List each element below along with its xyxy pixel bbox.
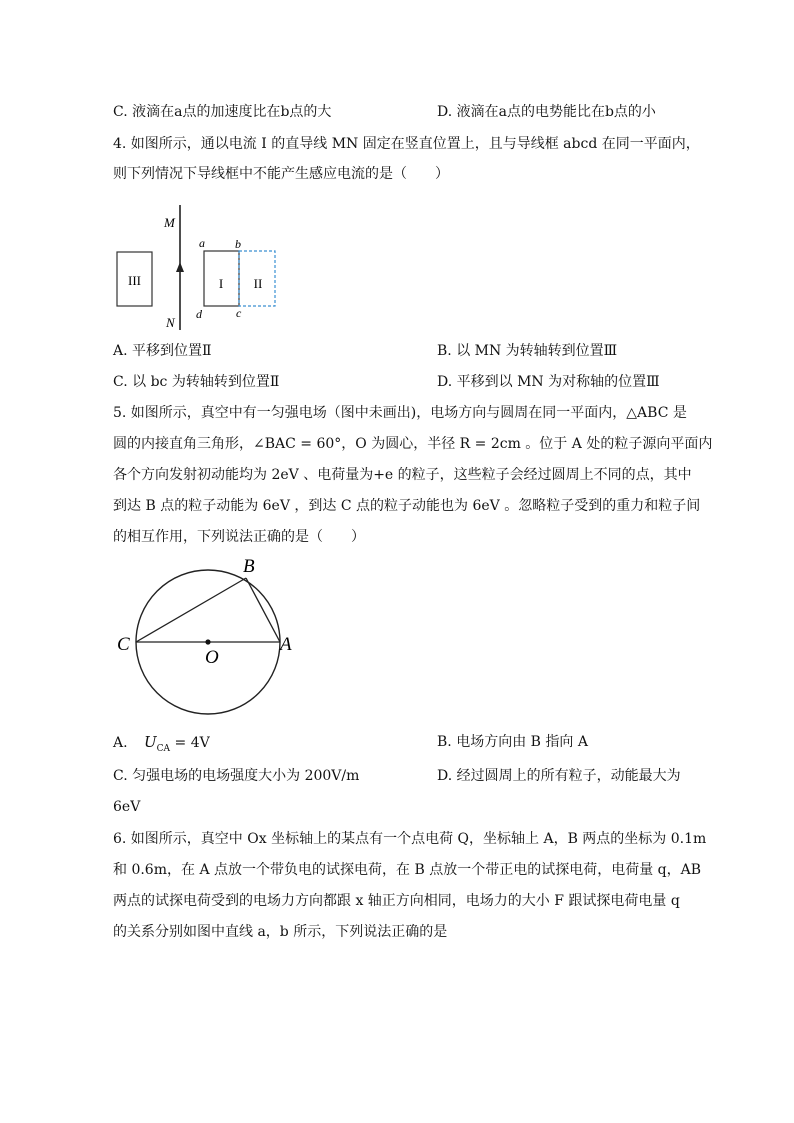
frame-ii-label: II bbox=[253, 276, 263, 291]
q5-stem-line5: 的相互作用，下列说法正确的是（ ） bbox=[113, 529, 365, 545]
current-arrow bbox=[176, 262, 184, 272]
q5-figure bbox=[112, 555, 302, 720]
chord-ba bbox=[246, 578, 280, 642]
frame-iii-label: III bbox=[128, 273, 141, 288]
center-dot bbox=[205, 639, 210, 644]
label-a: A bbox=[280, 634, 292, 655]
label-n: N bbox=[166, 315, 175, 330]
q4-option-a: A. 平移到位置Ⅱ bbox=[113, 343, 212, 359]
q5-stem-line1: 5. 如图所示，真空中有一匀强电场（图中未画出)，电场方向与圆周在同一平面内，△ABC 是 bbox=[113, 405, 687, 421]
q6-stem-line2: 和 0.6m，在 A 点放一个带负电的试探电荷，在 B 点放一个带正电的试探电荷，电荷量 q，AB bbox=[113, 862, 701, 878]
q5-option-a-subscript: CA bbox=[156, 744, 171, 754]
q5-stem-line3: 各个方向发射初动能均为 2eV 、电荷量为+e 的粒子，这些粒子会经过圆周上不同的点，其中 bbox=[113, 467, 692, 483]
q5-stem-line2: 圆的内接直角三角形，∠BAC = 60°，O 为圆心，半径 R = 2cm 。位于 A 处的粒子源向平面内 bbox=[113, 436, 713, 452]
q3-option-c: C. 液滴在a点的加速度比在b点的大 bbox=[113, 104, 332, 120]
label-o: O bbox=[205, 647, 219, 668]
q5-stem-line4: 到达 B 点的粒子动能为 6eV ，到达 C 点的粒子动能也为 6eV 。忽略粒子受到的重力和粒子间 bbox=[113, 498, 701, 514]
q5-option-a-symbol: U bbox=[144, 733, 157, 751]
label-c: c bbox=[236, 306, 242, 320]
label-b: B bbox=[243, 556, 255, 577]
q5-option-d: D. 经过圆周上的所有粒子，动能最大为 bbox=[437, 768, 681, 784]
q4-option-d: D. 平移到以 MN 为对称轴的位置Ⅲ bbox=[437, 374, 660, 390]
q5-option-a bbox=[113, 732, 210, 759]
q4-option-b: B. 以 MN 为转轴转到位置Ⅲ bbox=[437, 343, 618, 359]
q5-option-b: B. 电场方向由 B 指向 A bbox=[437, 734, 588, 750]
q4-option-c: C. 以 bc 为转轴转到位置Ⅱ bbox=[113, 374, 280, 390]
q6-stem-line3: 两点的试探电荷受到的电场力方向都跟 x 轴正方向相同，电场力的大小 F 跟试探电荷电量 q bbox=[113, 893, 680, 909]
q5-option-c: C. 匀强电场的电场强度大小为 200V/m bbox=[113, 768, 360, 784]
q4-stem-line1: 4. 如图所示，通以电流 I 的直导线 MN 固定在竖直位置上，且与导线框 abcd 在同一平面内， bbox=[113, 136, 700, 152]
q5-option-d-continued: 6eV bbox=[113, 799, 141, 815]
label-m: M bbox=[164, 215, 175, 230]
q4-figure bbox=[110, 200, 290, 335]
chord-cb bbox=[136, 578, 246, 642]
q4-stem-line2: 则下列情况下导线框中不能产生感应电流的是（ ） bbox=[113, 166, 449, 182]
q3-option-d: D. 液滴在a点的电势能比在b点的小 bbox=[437, 104, 656, 120]
q6-stem-line4: 的关系分别如图中直线 a，b 所示，下列说法正确的是 bbox=[113, 924, 448, 940]
q6-stem-line1: 6. 如图所示，真空中 Ox 坐标轴上的某点有一个点电荷 Q，坐标轴上 A，B 两点的坐标为 0.1m bbox=[113, 831, 707, 847]
label-a: a bbox=[199, 236, 205, 250]
label-c: C bbox=[117, 634, 130, 655]
label-b: b bbox=[235, 237, 241, 251]
q5-option-a-value: = 4V bbox=[174, 735, 210, 751]
q5-option-a-prefix: A. bbox=[113, 735, 128, 751]
frame-i-label: I bbox=[218, 276, 224, 291]
label-d: d bbox=[196, 307, 202, 321]
